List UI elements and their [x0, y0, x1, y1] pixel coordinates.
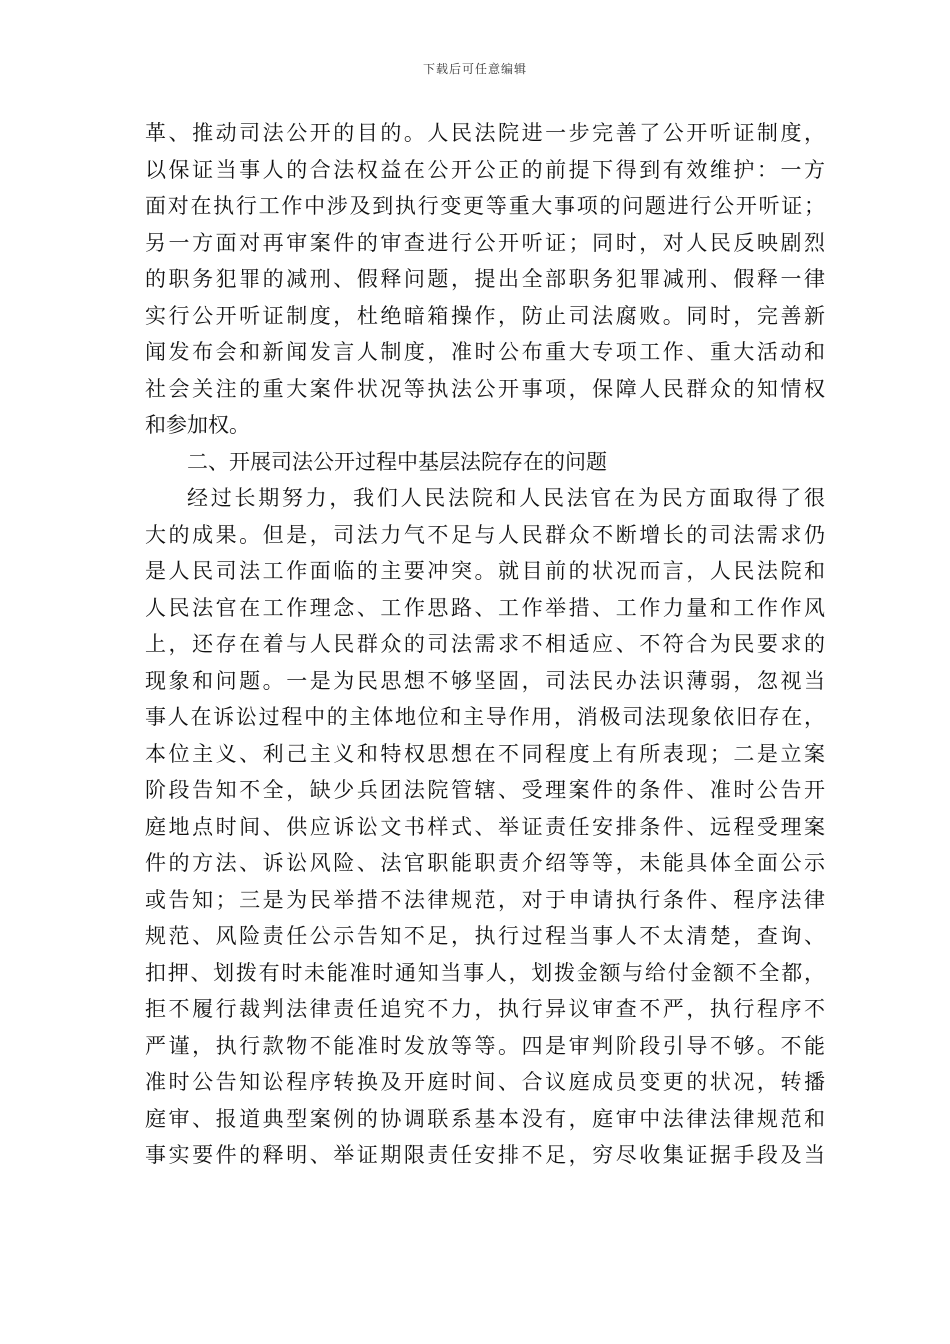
- header-note: 下载后可任意编辑: [422, 62, 527, 76]
- body-line: 闻发布会和新闻发言人制度，准时公布重大专项工作、重大活动和: [145, 340, 825, 364]
- body-line: 事人在诉讼过程中的主体地位和主导作用，消极司法现象依旧存在，: [145, 705, 825, 729]
- body-line: 阶段告知不全，缺少兵团法院管辖、受理案件的条件、准时公告开: [145, 778, 825, 802]
- body-line: 严谨，执行款物不能准时发放等等。四是审判阶段引导不够。不能: [145, 1033, 825, 1058]
- body-line: 件的方法、诉讼风险、法官职能职责介绍等等，未能具体全面公示: [145, 851, 825, 875]
- body-line: 本位主义、利己主义和特权思想在不同程度上有所表现；二是立案: [145, 741, 825, 766]
- body-line: 庭审、报道典型案例的协调联系基本没有，庭审中法律法律规范和: [145, 1106, 825, 1131]
- body-line: 实行公开听证制度，杜绝暗箱操作，防止司法腐败。同时，完善新: [145, 303, 825, 328]
- body-line: 人民法官在工作理念、工作思路、工作举措、工作力量和工作作风: [145, 595, 825, 620]
- body-line: 事实要件的释明、举证期限责任安排不足，穷尽收集证据手段及当: [145, 1143, 825, 1167]
- body-line: 准时公告知讼程序转换及开庭时间、合议庭成员变更的状况，转播: [145, 1070, 825, 1094]
- body-line: 扣押、划拨有时未能准时通知当事人，划拨金额与给付金额不全都，: [145, 960, 825, 985]
- body-line: 是人民司法工作面临的主要冲突。就目前的状况而言，人民法院和: [145, 559, 825, 583]
- body-line: 庭地点时间、供应诉讼文书样式、举证责任安排条件、远程受理案: [145, 814, 825, 839]
- body-line: 面对在执行工作中涉及到执行变更等重大事项的问题进行公开听证；: [145, 194, 825, 218]
- body-line: 社会关注的重大案件状况等执法公开事项，保障人民群众的知情权: [145, 376, 825, 401]
- body-line: 革、推动司法公开的目的。人民法院进一步完善了公开听证制度，: [145, 121, 825, 145]
- body-line: 以保证当事人的合法权益在公开公正的前提下得到有效维护：一方: [145, 157, 825, 182]
- body-line: 上，还存在着与人民群众的司法需求不相适应、不符合为民要求的: [145, 632, 825, 656]
- body-line: 现象和问题。一是为民思想不够坚固，司法民办法识薄弱，忽视当: [145, 668, 825, 693]
- body-line: 或告知；三是为民举措不法律规范，对于申请执行条件、程序法律: [145, 887, 825, 912]
- body-line: 的职务犯罪的减刑、假释问题，提出全部职务犯罪减刑、假释一律: [145, 267, 825, 291]
- body-line: 另一方面对再审案件的审查进行公开听证；同时，对人民反映剧烈: [145, 230, 825, 255]
- body-line: 拒不履行裁判法律责任追究不力，执行异议审查不严，执行程序不: [145, 997, 825, 1021]
- body-line: 大的成果。但是，司法力气不足与人民群众不断增长的司法需求仍: [145, 522, 825, 547]
- section-heading: 二、开展司法公开过程中基层法院存在的问题: [187, 449, 607, 474]
- document-body: [145, 115, 825, 1174]
- body-line: 和参加权。: [145, 413, 250, 437]
- body-line: 规范、风险责任公示告知不足，执行过程当事人不太清楚，查询、: [145, 924, 825, 948]
- body-line: 经过长期努力，我们人民法院和人民法官在为民方面取得了很: [187, 486, 825, 510]
